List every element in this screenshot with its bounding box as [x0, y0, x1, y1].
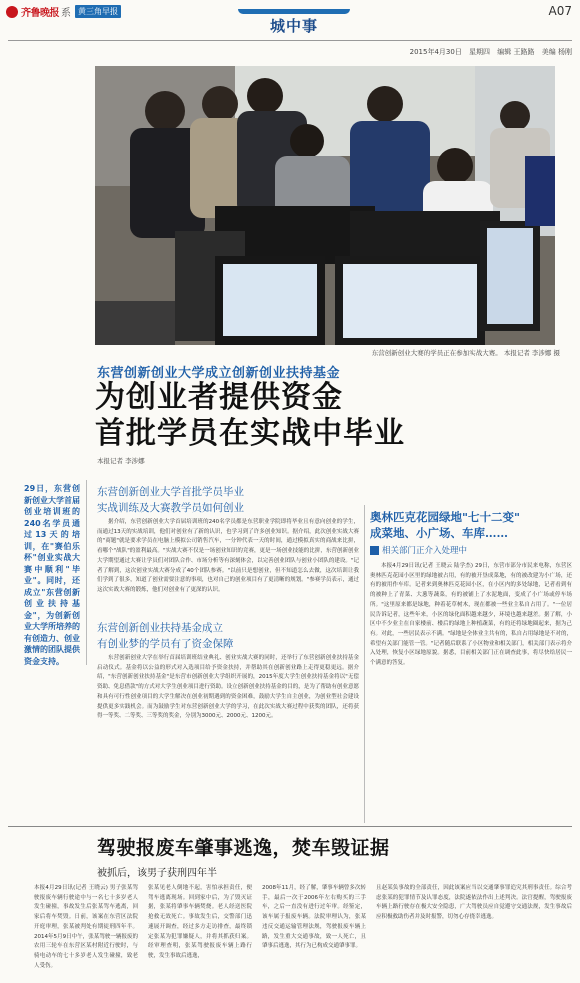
section-title: 城中事 [269, 17, 318, 35]
page-header [0, 0, 580, 56]
summary-divider [86, 480, 87, 665]
subhead-2-line-1: 东营创新创业扶持基金成立 [97, 622, 223, 634]
banner-tab [238, 9, 350, 14]
bottom-column-1: 本报4月29日讯(记者 王晓云) 男子张某驾驶报废车辆行驶途中与一名七十多岁老人发生碰撞，事故发生后张某驾车逃离，回家后将车焚毁。日前，该案在东营区法院开庭审理，张某被判处有期徒刑四年半。2014年5月9日中午，张某驾驶一辆报废的农用三轮车在东营区某村附近行驶时，与骑电动车的七十多岁老人发生碰撞，致老人受伤。 [34, 885, 138, 969]
bottom-divider [8, 826, 572, 827]
news-photo [95, 66, 555, 345]
subhead-1 [97, 484, 244, 516]
bullet-square-icon [370, 546, 379, 555]
subhead-2 [97, 620, 234, 652]
issue-weekday: 星期四 [469, 48, 491, 56]
subhead-2-line-2: 有创业梦的学员有了资金保障 [97, 638, 234, 650]
main-byline: 本报记者 李涉娜 [97, 457, 145, 465]
bottom-column-3: 2008年11月，经了解，肇事车辆曾多次转手，最后一次于2006年左右购买的三手车，之后一直没有进行过年审。经鉴定，该车属于报废车辆。法院审理认为，张某违反交通运输管理法规，驾驶报废车辆上路，发生重大交通事故，致一人死亡，且肇事后逃逸，其行为已构成交通肇事罪。 [262, 885, 366, 950]
logo-text: 齐鲁晚报 [21, 8, 59, 19]
classroom-photo-image [95, 66, 555, 345]
photo-caption: 东营创新创业大赛的学员正在参加实战大赛。 本报记者 李涉娜 摄 [371, 349, 560, 357]
logo-icon [6, 6, 18, 18]
column-divider [364, 505, 365, 823]
header-divider [8, 40, 572, 41]
main-kicker: 东营创新创业大学成立创新创业扶持基金 [97, 366, 341, 381]
right-story-headline [370, 509, 520, 541]
page-number: A07 [548, 4, 572, 18]
article-body-2-text: 东营创新创业大学在举行首届培训班结业典礼、创业实战大赛的同时，还举行了东营创新创业扶持基金启动仪式。基金将以公益的形式对入选项目给予资金扶持，并帮助其在创新创业路上走得更稳更远。据介绍，"东营创新创业扶持基金"是东营市创新创业大学组织开展的，2015年度大学生创业扶持基金将以"无偿资助、免息借款"的方式对大学生创业项目进行资助。设立创新创业扶持基金的目的，是为了帮助有创业意愿和具有可行性创业项目的大学生解决在创业初期遇到的资金困难，鼓励大学生自主创业，为创业型社会建设提供更多实践机会。而为鼓励学生对东营创新创业大学的学习，在此次实战大赛过程中获奖的团队，还将获得一等奖、二等奖、三等奖的奖金，分别为3000元、2000元、1200元。 [97, 655, 359, 720]
bottom-story-headline: 驾驶报废车肇事逃逸，焚车毁证据 [97, 837, 390, 859]
issue-meta [405, 47, 572, 57]
subhead-1-line-2: 实战训练及大赛教学员如何创业 [97, 502, 244, 514]
bottom-column-2: 张某见老人倒地不起，害怕承担责任，便驾车逃离现场。回到家中后，为了毁灭证据，张某将肇事车辆焚烧。老人经送医院抢救无效死亡。事故发生后，交警部门迅速展开调查，经过多方走访排查，最终锁定张某为犯罪嫌疑人，并将其抓获归案。经审理查明，张某驾驶报废车辆上路行驶，发生事故后逃逸， [148, 885, 252, 959]
article-summary: 29日，东营创新创业大学首届创业培训班的240名学员通过13天的培训，在"赛伯乐杯"创业实战大赛中顺利"毕业"。同时，还成立"东营创新创业扶持基金"，为创新创业大学所培养的有创造力、创业激情的团队提供资金支持。 [24, 484, 80, 666]
right-story-body-text: 本报4月29日讯(记者 王晓云 陆学杰) 29日，东营市部分市民来电称，东营区奥林匹克花园小区里的绿地被占用，有的被开垦成菜地，有的被改建为小广场，还有的被用作车库。记者来到奥林匹克花园小区，在小区内的多处绿地，记者看到有的被种上了青菜、大葱等蔬菜，有的被铺上了水泥地面，变成了小广场或停车场所。"这里原来都是绿地，种着花草树木，现在都被一些业主私自占用了。"一位居民告诉记者，这些年来，小区的绿化面积越来越少，环境也越来越差。据了解，小区中不少业主在自家楼前、楼后的绿地上种植蔬菜，有的还将绿地圈起来，据为己有。对此，一些居民表示不满。"绿地是全体业主共有的，私自占用绿地是不对的，希望有关部门能管一管。"记者随后联系了小区物业和相关部门，相关部门表示将介入处理，恢复小区绿地原貌。据悉，目前相关部门正在调查此事，将尽快给居民一个满意的答复。 [370, 563, 572, 667]
main-headline [95, 380, 405, 452]
article-body-1 [97, 518, 359, 614]
newspaper-logo [6, 4, 121, 19]
section-banner [238, 9, 350, 35]
bottom-column-4: 且赵某负事故的全部责任，因此该案应当以交通肇事罪追究其刑事责任。综合考虑张某的犯罪情节及认罪态度，法院遂依法作出上述判决。法官提醒，驾驶报废车辆上路行驶存在极大安全隐患，广大驾驶员应自觉遵守交通法规，发生事故后应积极救助伤者并及时报警，切勿心存侥幸逃逸。 [376, 885, 572, 921]
issue-editor: 编辑 王路路 [497, 48, 535, 56]
right-headline-line-1: 奥林匹克花园绿地"七十二变" [370, 510, 520, 524]
subhead-1-line-1: 东营创新创业大学首批学员毕业 [97, 486, 244, 498]
article-body-2 [97, 654, 359, 816]
headline-line-1: 为创业者提供资金 [95, 380, 343, 415]
right-story-subhead [370, 544, 467, 556]
right-headline-line-2: 成菜地、小广场、车库…… [370, 526, 508, 540]
issue-designer: 美编 杨刚 [541, 48, 572, 56]
edition-badge: 黄三角早报 [75, 5, 121, 18]
headline-line-2: 首批学员在实战中毕业 [95, 416, 405, 451]
article-body-1-text: 据介绍，东营创新创业大学首届培训班的240名学员都是东营职业学院即将毕业且有意向创业的学生，而通过13天的实战培训，他们对创业有了新的认识，也学习到了许多创业知识。据介绍，此次创业实战大赛的"商题"就是要求学员在电脑上模拟公司销售汽车，一分钟代表一天的时间，通过模拟真实的商战来比拼，看哪个"战队"的盈利最高。"实战大赛不仅是一场创业知识的竞赛，更是一场创业技能的比拼，东营创新创业大学期望通过大赛让学员们对团队合作、市场分析等有深刻体会，以完善创业团队与创业小团队的建设。"记者了解到，这次创业实战大赛分成了40个团队参赛。"以前只是想创业，但不知道怎么去做，这次培训让我们学到了很多，知道了创业需要注意的事项，也对自己的创业项目有了更清晰的规划。"参赛学员表示，通过这次实战大赛的锻炼，他们对创业有了更深的认识。 [97, 519, 359, 593]
right-subhead-text: 相关部门正介入处理中 [382, 546, 468, 556]
bottom-story-subhead: 被抓后，该男子获刑四年半 [97, 868, 217, 879]
issue-date: 2015年4月30日 [409, 48, 462, 56]
logo-suffix: 系 [61, 8, 71, 19]
right-story-body [370, 562, 572, 818]
